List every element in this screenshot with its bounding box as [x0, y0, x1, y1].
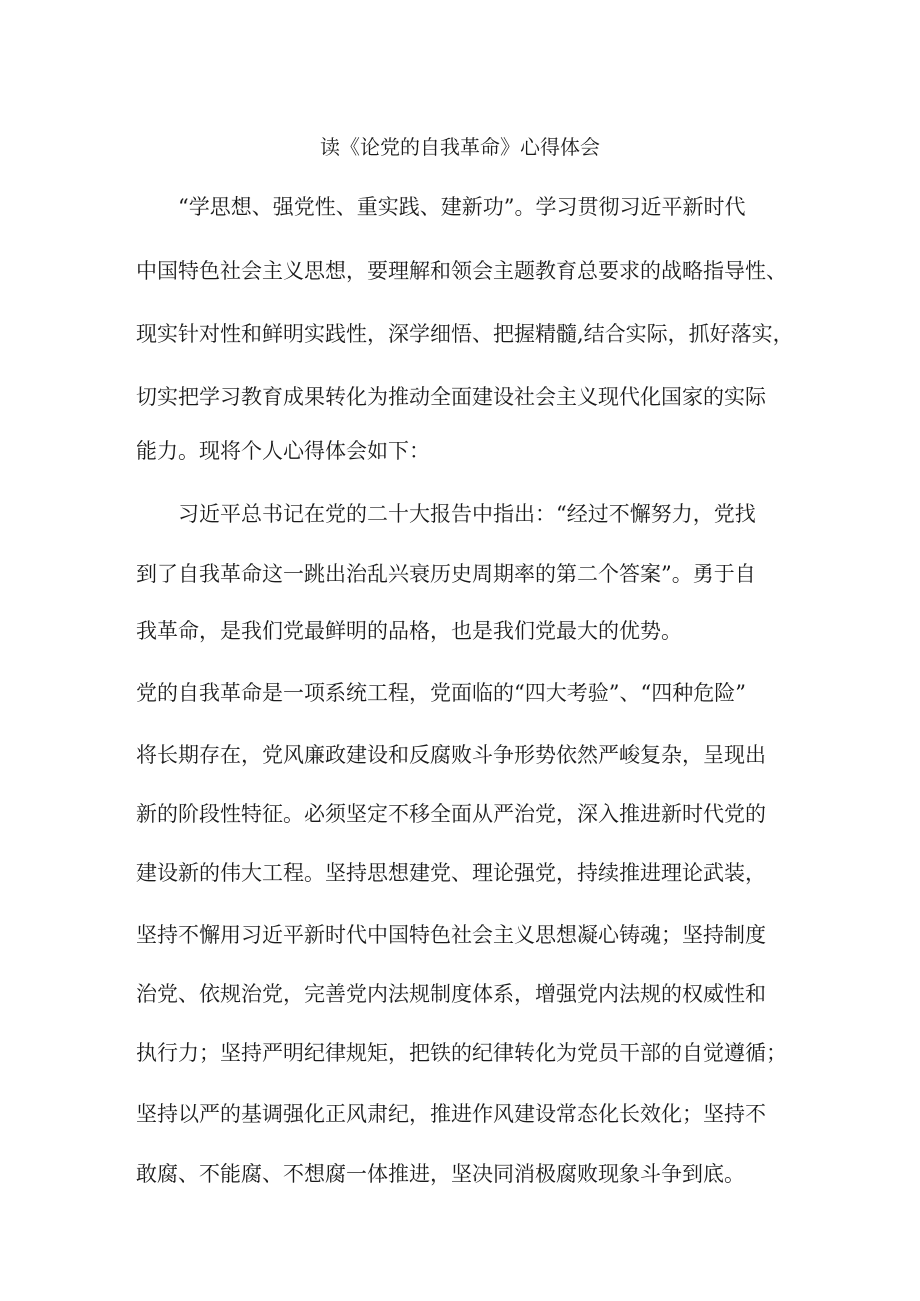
paragraph-3-line-3: 新的阶段性特征。必须坚定不移全面从严治党，深入推进新时代党的 [136, 802, 766, 826]
paragraph-3-line-8: 坚持以严的基调强化正风肃纪，推进作风建设常态化长效化；坚持不 [136, 1102, 766, 1126]
paragraph-3-line-4: 建设新的伟大工程。坚持思想建党、理论强党，持续推进理论武装， [136, 861, 766, 885]
paragraph-1-line-2: 中国特色社会主义思想，要理解和领会主题教育总要求的战略指导性、 [136, 259, 787, 283]
paragraph-3-line-1: 党的自我革命是一项系统工程，党面临的“四大考验”、“四种危险” [136, 681, 746, 705]
paragraph-3-line-6: 治党、依规治党，完善党内法规制度体系，增强党内法规的权威性和 [136, 982, 766, 1006]
paragraph-1-line-5: 能力。现将个人心得体会如下： [136, 439, 430, 463]
paragraph-1-line-1: “学思想、强党性、重实践、建新功”。学习贯彻习近平新时代 [178, 195, 746, 219]
paragraph-3-line-9: 敢腐、不能腐、不想腐一体推进，坚决同消极腐败现象斗争到底。 [136, 1162, 745, 1186]
document-title: 读《论党的自我革命》心得体会 [320, 135, 600, 159]
paragraph-2-line-2: 到了自我革命这一跳出治乱兴衰历史周期率的第二个答案”。勇于自 [136, 562, 756, 586]
paragraph-3-line-2: 将长期存在，党风廉政建设和反腐败斗争形势依然严峻复杂，呈现出 [136, 743, 766, 767]
paragraph-3-line-5: 坚持不懈用习近平新时代中国特色社会主义思想凝心铸魂；坚持制度 [136, 923, 766, 947]
paragraph-2-line-1: 习近平总书记在党的二十大报告中指出：“经过不懈努力，党找 [178, 502, 756, 526]
paragraph-1-line-3: 现实针对性和鲜明实践性，深学细悟、把握精髓,结合实际，抓好落实， [136, 322, 794, 346]
paragraph-1-line-4: 切实把学习教育成果转化为推动全面建设社会主义现代化国家的实际 [136, 385, 766, 409]
paragraph-3-line-7: 执行力；坚持严明纪律规矩，把铁的纪律转化为党员干部的自觉遵循； [136, 1041, 787, 1065]
paragraph-2-line-3: 我革命，是我们党最鲜明的品格，也是我们党最大的优势。 [136, 619, 682, 643]
